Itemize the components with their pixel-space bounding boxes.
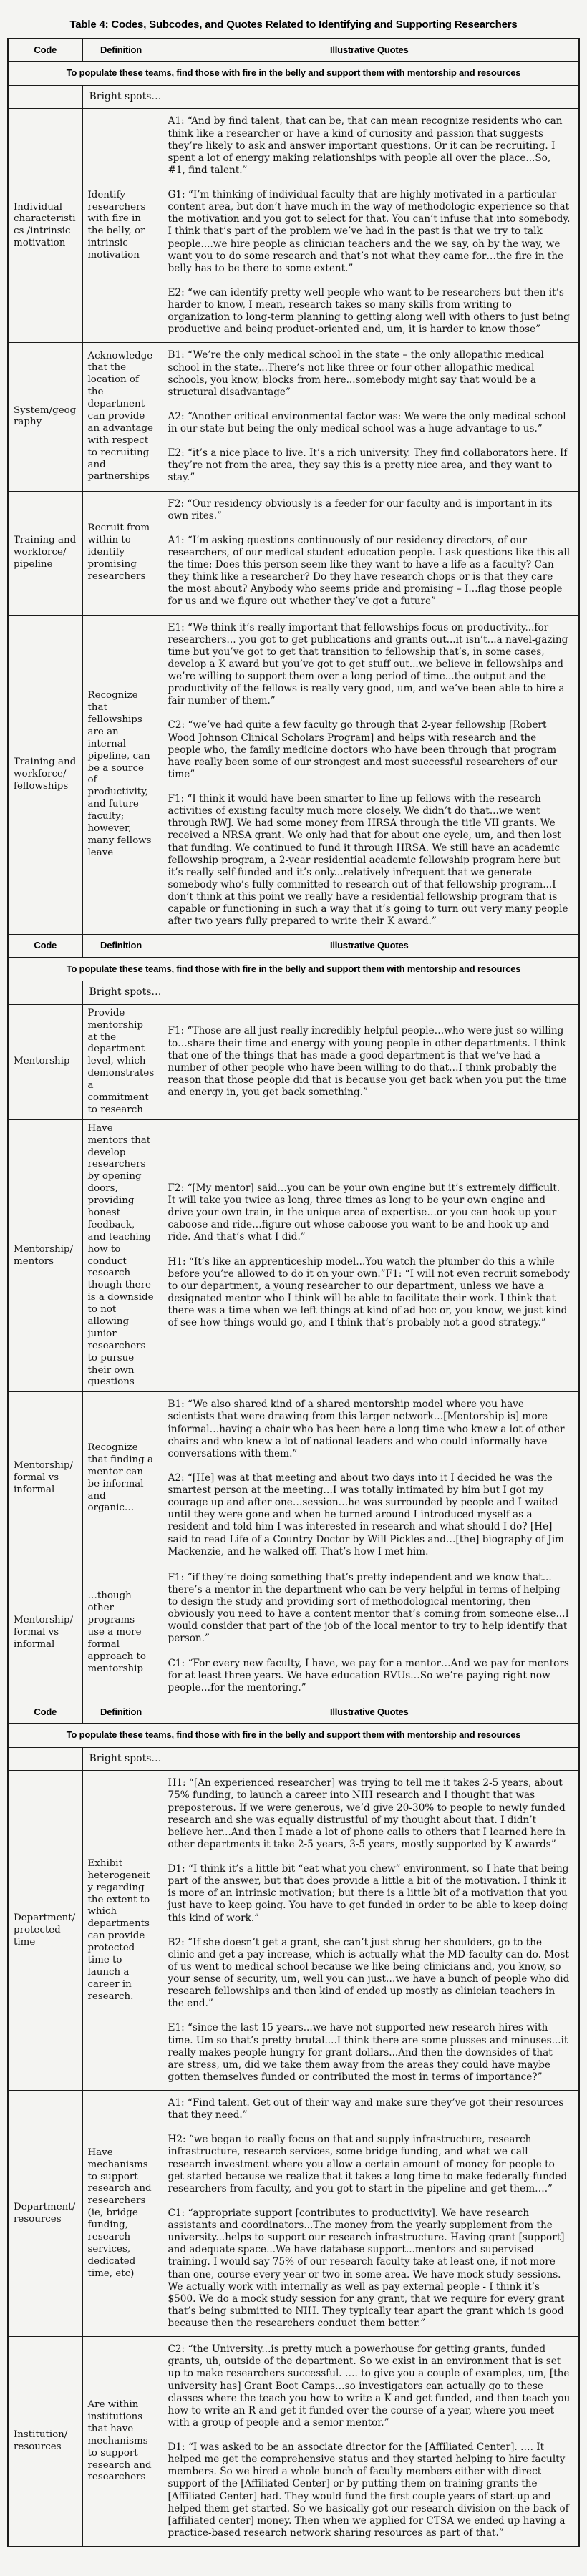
definition-cell: Recognize that finding a mentor can be informal and organic… <box>82 1392 160 1565</box>
quote: G1: “I’m thinking of individual faculty that are highly motivated in a particular content area, but don’t have much in the way of methodologic experience so that the motivation and you got to select for that. You can’t infuse that into somebody. I think that’s part of the problem we’ve had in the past is that we try to talk people....we hire people as clinician teachers and the we say, oh by the way, we want you to do some research and that’s not what they came for…the fire in the belly has to be there to some extent.” <box>168 189 571 274</box>
table-row <box>8 491 579 615</box>
table-row <box>8 343 579 491</box>
quote: H1: “[An experienced researcher] was trying to tell me it takes 2-5 years, about 75% funding, to launch a career into NIH research and I thought that was preposterous. If we were generous, we’d give 20-30% to people to newly funded research and she was equally distrustful of my thought about that. I didn’t believe her...And then I made a lot of phone calls to others that I learned here in other departments it take 2-5 years, 3-5 years, mostly supported by K awards” <box>168 1777 566 1850</box>
code-cell: Training and workforce/ pipeline <box>8 491 82 615</box>
theme-banner: To populate these teams, find those with fire in the belly and support them with mentorship and resources <box>8 62 579 85</box>
quotes-cell <box>160 1392 579 1565</box>
quotes-cell <box>160 1771 579 2091</box>
quote: A2: “[He] was at that meeting and about two days into it I decided he was the smartest person at the meeting…I was totally intimated by him but I got my courage up and after one…session…he was surrounded by people and I waited until they were gone and when he turned around I introduced myself as a resident and told him I was interested in research and what should I do? [He] said to read Life of a Country Doctor by Will Pickles and…[the] biography of Jim Mackenzie, and he walked off. That’s how I met him. <box>168 1472 564 1557</box>
code-cell: Department/ protected time <box>8 1771 82 2091</box>
table-row <box>8 1004 579 1119</box>
header-quotes: Illustrative Quotes <box>160 39 579 62</box>
quote: B2: “If she doesn’t get a grant, she can’t just shrug her shoulders, go to the clinic and get a pay increase, which is actually what the MD-faculty can do. Most of us went to medical school because we like being clinicians and, you know, so your sense of security, um, well you can just…we have a bunch of people who did research fellowships and then kind of ended up mostly as clinician teachers in the end.” <box>168 1936 570 2010</box>
quote: A2: “Another critical environmental factor was: We were the only medical school in our state but being the only medical school was a huge advantage to us.” <box>168 410 566 434</box>
header-definition: Definition <box>82 935 160 957</box>
table-row <box>8 109 579 343</box>
quote: E2: “it’s a nice place to live. It’s a rich university. They find collaborators here. If they’re not from the area, they say this is a pretty nice area, and they want to stay.” <box>168 447 568 484</box>
header-row <box>8 1701 579 1723</box>
bright-spots-row <box>8 85 579 109</box>
table-row <box>8 2337 579 2547</box>
header-definition: Definition <box>82 1701 160 1723</box>
code-cell: Mentorship/ formal vs informal <box>8 1565 82 1701</box>
table-row <box>8 1771 579 2091</box>
quote: D1: “I was asked to be an associate director for the [Affiliated Center]. …. It helped me get the comprehensive status and they started helping to hire faculty members. So we hired a whole bunch of faculty members either with direct support of the [Affiliated Center] or by putting them on training grants the [Affiliated Center] had. They would fund the first couple years of start-up and helped them get started. So we basically got our research division on the back of [affiliated center] money. Then when we applied for CTSA we ended up having a practice-based research network sharing resources as part of that.” <box>168 2441 569 2539</box>
quote: F1: “if they’re doing something that’s pretty independent and we know that... there’s a mentor in the department who can be very helpful in terms of helping to design the study and providing sort of methodological mentoring, then obviously you need to have a content mentor that’s coming from someone else...I would consider that part of the job of the local mentor to try to help identify that person.” <box>168 1571 569 1645</box>
quote: A1: “I’m asking questions continuously of our residency directors, of our researchers, of our medical student education people. I ask questions like this all the time: Does this person seem like they want to have a life as a faculty? Can they think like a researcher? Do they have research chops or is that they care the most about? Anybody who seems pride and promising – I...flag those people for us and we figure out whether they’ve got a future” <box>168 534 571 608</box>
table-row <box>8 615 579 935</box>
bright-spots-row <box>8 1747 579 1771</box>
quote: E2: “we can identify pretty well people who want to be researchers but then it’s harder to know, I mean, research takes so many skills from writing to organization to long-term planning to getting along well with others to just being productive and being product-oriented and, um, it is harder to know those” <box>168 286 570 336</box>
header-row <box>8 39 579 62</box>
header-quotes: Illustrative Quotes <box>160 1701 579 1723</box>
definition-cell: …though other programs use a more formal approach to mentorship <box>82 1565 160 1701</box>
quote: F1: “I think it would have been smarter to line up fellows with the research activities of existing faculty much more closely. We didn’t do that...we went through RWJ. We had some money from HRSA through the title VII grants. We received a NRSA grant. We only had that for about one cycle, um, and then lost that funding. We continued to fund it through HRSA. We still have an academic fellowship program, a 2-year residential academic fellowship program here but it’s really self-funded and it’s only...relatively infrequent that we generate somebody who’s fully committed to research out of that fellowship program...I don’t think at this point we really have a residential fellowship program that is capable or functioning in such a way that it’s going to turn out very many people after two years fully prepared to write their K award.” <box>168 793 568 928</box>
header-quotes: Illustrative Quotes <box>160 935 579 957</box>
quotes-cell <box>160 2091 579 2337</box>
bright-spots-label: Bright spots… <box>82 981 579 1005</box>
bright-spots-row <box>8 981 579 1005</box>
definition-cell: Are within institutions that have mechanisms to support research and researchers <box>82 2337 160 2547</box>
quotes-cell <box>160 491 579 615</box>
empty-cell <box>8 1747 82 1771</box>
quote: A1: “And by find talent, that can be, that can mean recognize residents who can think like a researcher or have a kind of curiosity and passion that suggests they’re likely to ask and answer important questions. Or it can be recruiting. I spent a lot of energy making relationships with people all over the place...So, #1, find talent.” <box>168 115 563 176</box>
definition-cell: Provide mentorship at the department level, which demonstrates a commitment to research <box>82 1004 160 1119</box>
empty-cell <box>8 981 82 1005</box>
code-cell: Institution/ resources <box>8 2337 82 2547</box>
quote: C1: “For every new faculty, I have, we pay for a mentor…And we pay for mentors for at least three years. We have education RVUs…So we’re paying right now people…for the mentoring.” <box>168 1657 569 1693</box>
code-cell: Mentorship <box>8 1004 82 1119</box>
theme-banner-row <box>8 957 579 981</box>
quote: H2: “we began to really focus on that and supply infrastructure, research infrastructure, research services, some bridge funding, and what we call research investment where you allow a certain amount of money for people to get started because we realize that it takes a long time to make federally-funded researchers from faculty, and you got to start in the pipeline and get them….” <box>168 2134 568 2195</box>
header-definition: Definition <box>82 39 160 62</box>
quote: A1: “Find talent. Get out of their way and make sure they’ve got their resources that they need.” <box>168 2097 564 2121</box>
table-title: Table 4: Codes, Subcodes, and Quotes Related to Identifying and Supporting Researchers <box>69 19 518 31</box>
table-row <box>8 1392 579 1565</box>
quotes-cell <box>160 1004 579 1119</box>
code-cell: Department/ resources <box>8 2091 82 2337</box>
quotes-cell <box>160 1565 579 1701</box>
quote: E1: “We think it’s really important that fellowships focus on productivity...for researchers... you got to get publications and grants out...it isn’t...a navel-gazing time but you’ve got to get that transition to fellowship that’s, in some cases, develop a K award but you’ve got to get stuff out...we believe in fellowships and we’re willing to support them over a long period of time...the output and the productivity of the fellows is really very good, um, and we’ve been able to hire a fair number of them.” <box>168 621 568 707</box>
code-cell: Individual characteristics /intrinsic motivation <box>8 109 82 343</box>
header-code: Code <box>8 935 82 957</box>
codes-table <box>7 38 580 2547</box>
code-cell: System/geography <box>8 343 82 491</box>
code-cell: Mentorship/ mentors <box>8 1119 82 1392</box>
definition-cell: Recruit from within to identify promising researchers <box>82 491 160 615</box>
quotes-cell <box>160 615 579 935</box>
header-code: Code <box>8 1701 82 1723</box>
definition-cell: Identify researchers with fire in the belly, or intrinsic motivation <box>82 109 160 343</box>
theme-banner: To populate these teams, find those with fire in the belly and support them with mentorship and resources <box>8 957 579 981</box>
definition-cell: Exhibit heterogeneity regarding the extent to which departments can provide protected time to launch a career in research. <box>82 1771 160 2091</box>
table-row <box>8 2091 579 2337</box>
header-code: Code <box>8 39 82 62</box>
quote: B1: “We also shared kind of a shared mentorship model where you have scientists that were drawing from this larger network…[Mentorship is] more informal…having a chair who has been here a long time who knew a lot of other chairs and who knew a lot of national leaders and who could informally have conversations with them.” <box>168 1399 565 1459</box>
quote: C2: “we’ve had quite a few faculty go through that 2-year fellowship [Robert Wood Johnson Clinical Scholars Program] and helps with research and the people who, the family medicine doctors who have been through that program have really been some of our strongest and most successful researchers of our time” <box>168 719 558 780</box>
table-row <box>8 1119 579 1392</box>
quote: H1: “It’s like an apprenticeship model...You watch the plumber do this a while before you’re allowed to do it on your own.”F1: “I will not even recruit somebody to our department, a young researcher to our department, unless we have a designated mentor who I think will be able to facilitate their work. I think that there was a time when we left things at kind of ad hoc or, you know, we just kind of see how things would go, and I think that’s probably not a good strategy.” <box>168 1255 570 1329</box>
definition-cell: Have mentors that develop researchers by opening doors, providing honest feedback, and teaching how to conduct research though there is a downside to not allowing junior researchers to pursue their own questions <box>82 1119 160 1392</box>
quote: F1: “Those are all just really incredibly helpful people…who were just so willing to…share their time and energy with young people in other departments. I think that one of the things that has made a good department is that we’ve had a number of other people who have been willing to do that…I think probably the reason that those people did that is because you get back when you put the time and energy in, you get back something.” <box>168 1025 567 1098</box>
quote: D1: “I think it’s a little bit “eat what you chew” environment, so I hate that being part of the answer, but that does provide a little a bit of the motivation. I think it is more of an intrinsic motivation; but there is a little bit of a motivation that you just have to keep going. You have to get funded in order to be able to keep doing this kind of work.” <box>168 1863 569 1924</box>
quotes-cell <box>160 1119 579 1392</box>
bright-spots-label: Bright spots… <box>82 1747 579 1771</box>
bright-spots-label: Bright spots… <box>82 85 579 109</box>
theme-banner-row <box>8 62 579 85</box>
code-cell: Training and workforce/ fellowships <box>8 615 82 935</box>
empty-cell <box>8 85 82 109</box>
header-row <box>8 935 579 957</box>
quote: C1: “appropriate support [contributes to productivity]. We have research assistants and coordinators...The money from the yearly supplement from the university...helps to support our research infrastructure. Having grant [support] and adequate space...We have database support...mentors and supervised training. I would say 75% of our research faculty take at least one, if not more than one, course every year or two in some area. We have mock study sessions. We actually work with internally as well as pay external people - I think it’s $500. We do a mock study session for any grant, that we require for every grant that’s being submitted to NIH. They typically tear apart the grant which is good because then the researchers conduct them better.” <box>168 2207 565 2330</box>
quote: C2: “the University...is pretty much a powerhouse for getting grants, funded grants, uh, outside of the department. So we exist in an environment that is set up to make researchers successful. …. to give you a couple of examples, um, [the university has] Grant Boot Camps…so investigators can actually go to these classes where the teach you how to write a K and get funded, and then teach you how to write an R and get it funded over the course of a year, where you meet with a group of people and a senior mentor.” <box>168 2343 571 2429</box>
quote: E1: “since the last 15 years...we have not supported new research hires with time. Um so that’s pretty brutal....I think there are some plusses and minuses...it really makes people hungry for grant dollars...And then the downsides of that are stress, um, did we take them away from the areas they could have maybe gotten themselves funded or contributed the most in terms of importance?” <box>168 2022 568 2083</box>
quote: B1: “We’re the only medical school in the state – the only allopathic medical school in the state...There’s not like three or four other allopathic medical schools, you know, blocks from here...somebody might say that would be a structural disadvantage” <box>168 349 544 398</box>
quotes-cell <box>160 2337 579 2547</box>
code-cell: Mentorship/ formal vs informal <box>8 1392 82 1565</box>
quote: F2: “Our residency obviously is a feeder for our faculty and is important in its own rites.” <box>168 497 553 522</box>
theme-banner-row <box>8 1724 579 1747</box>
quotes-cell <box>160 109 579 343</box>
quotes-cell <box>160 343 579 491</box>
definition-cell: Have mechanisms to support research and researchers (ie, bridge funding, research services, dedicated time, etc) <box>82 2091 160 2337</box>
quote: F2: “[My mentor] said…you can be your own engine but it’s extremely difficult. It will take you twice as long, three times as long to be your own engine and drive your own train, in the unique area of expertise…or you can hook up your caboose and ride…figure out whose caboose you want to be and hook up and ride. And that’s what I did.” <box>168 1182 561 1243</box>
definition-cell: Acknowledge that the location of the department can provide an advantage with respect to recruiting and partnerships <box>82 343 160 491</box>
theme-banner: To populate these teams, find those with fire in the belly and support them with mentorship and resources <box>8 1724 579 1747</box>
table-row <box>8 1565 579 1701</box>
definition-cell: Recognize that fellowships are an internal pipeline, can be a source of productivity, and future faculty; however, many fellows leave <box>82 615 160 935</box>
